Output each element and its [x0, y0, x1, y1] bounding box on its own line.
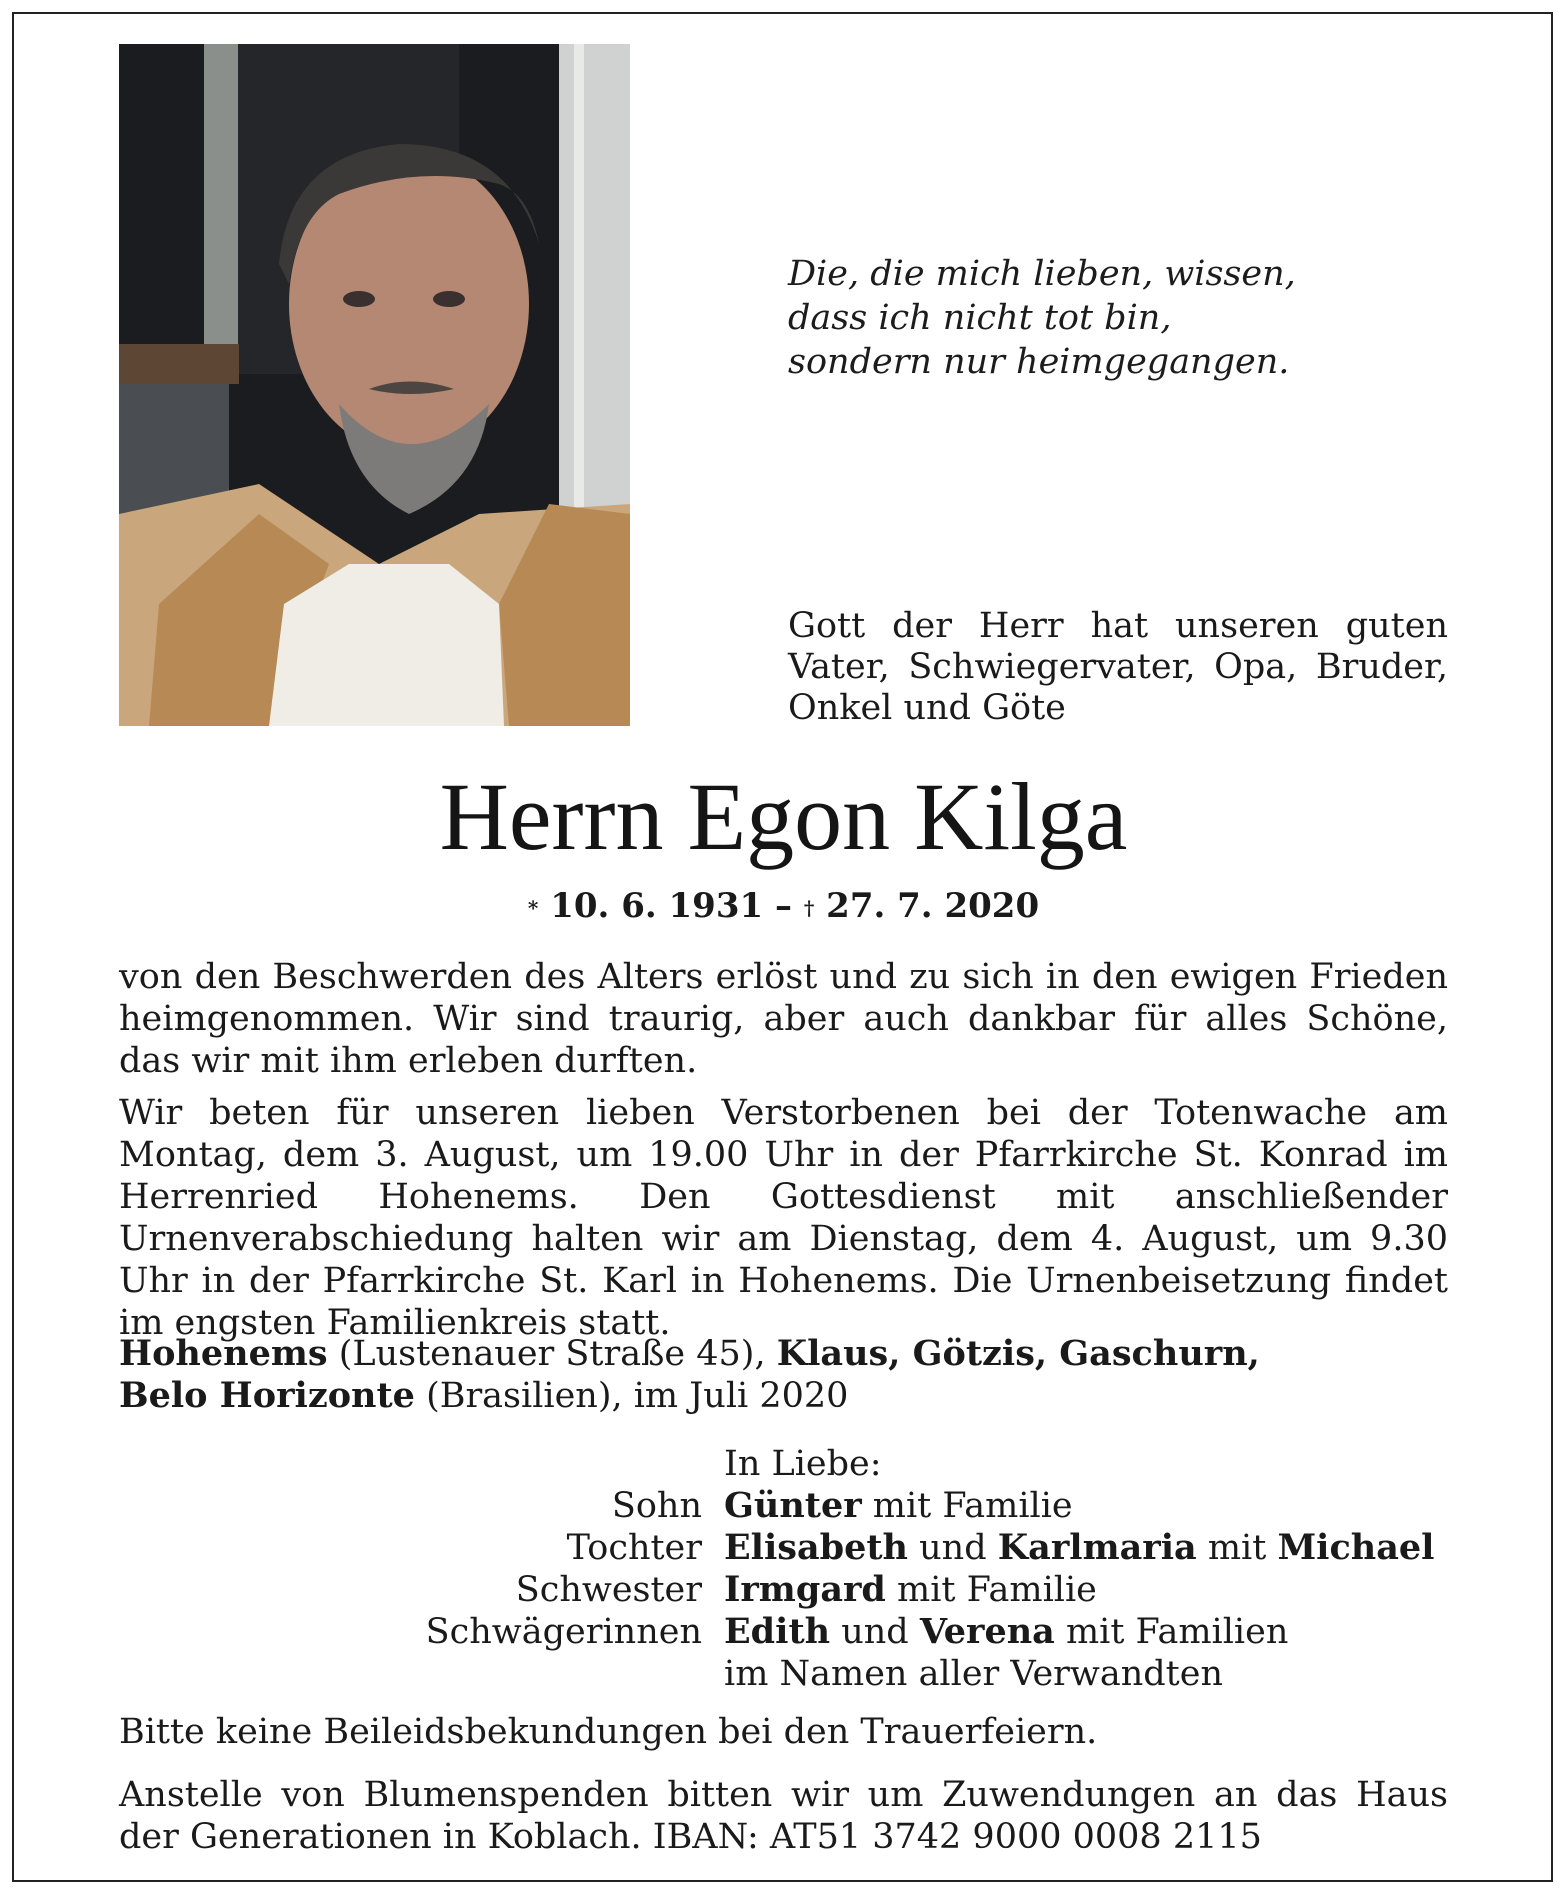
date-separator: –	[775, 886, 792, 926]
quote	[788, 252, 1296, 384]
quote-line: Die, die mich lieben, wissen,	[788, 254, 1296, 294]
birth-symbol: *	[527, 896, 539, 920]
family-role: Schwägerinnen	[425, 1612, 702, 1652]
family-member-name: Günter	[724, 1485, 862, 1526]
place-town: Hohenems	[119, 1333, 328, 1374]
family-members	[724, 1611, 1288, 1653]
family-members	[724, 1527, 1434, 1569]
deceased-name: Herrn Egon Kilga	[439, 763, 1128, 870]
quote-line: dass ich nicht tot bin,	[788, 298, 1172, 338]
family-role: Sohn	[611, 1486, 702, 1526]
family-row	[119, 1611, 1448, 1653]
family-role: Schwester	[515, 1570, 702, 1610]
family-closing-row	[119, 1653, 1448, 1695]
family-member-name: Michael	[1277, 1527, 1435, 1568]
place-town-abroad: Belo Horizonte	[119, 1375, 415, 1416]
death-symbol: †	[803, 896, 815, 920]
family-member-name: Verena	[919, 1611, 1055, 1652]
place-and-date	[119, 1333, 1448, 1417]
family-role: Tochter	[566, 1528, 702, 1568]
family-member-name: Edith	[724, 1611, 831, 1652]
death-date: 27. 7. 2020	[826, 886, 1040, 926]
family-member-text: mit Familie	[885, 1570, 1097, 1610]
intro-text: Gott der Herr hat unseren guten Vater, Schwiegervater, Opa, Bruder, Onkel und Göte	[788, 606, 1448, 728]
birth-date: 10. 6. 1931	[550, 886, 764, 926]
family-member-name: Elisabeth	[724, 1527, 909, 1568]
paragraph-services: Wir beten für unseren lieben Verstorbenen bei der Totenwache am Montag, dem 3. August, um 19.00 Uhr in der Pfarrkirche St. Konrad im Herrenried Hohenems. Den Gottesdienst mit anschließender Urnenverabschiedung halten wir am Dienstag, dem 4. August, um 9.30 Uhr in der Pfarrkirche St. Karl in Hohenems. Die Urnenbeisetzung findet im engsten Familienkreis statt.	[119, 1093, 1448, 1343]
family-member-text: mit	[1196, 1528, 1278, 1568]
family-heading: In Liebe:	[724, 1444, 882, 1484]
family-members	[724, 1485, 1073, 1527]
quote-line: sondern nur heimgegangen.	[788, 342, 1290, 382]
family-member-text: mit Familien	[1054, 1612, 1289, 1652]
family-member-name: Irmgard	[724, 1569, 886, 1610]
family-heading-row	[119, 1443, 1448, 1485]
family-member-text: mit Familie	[861, 1486, 1073, 1526]
family-row	[119, 1485, 1448, 1527]
family-members	[724, 1569, 1097, 1611]
place-address: (Lustenauer Straße 45),	[327, 1334, 777, 1374]
family-row	[119, 1527, 1448, 1569]
life-dates	[0, 884, 1567, 928]
donation-note: Anstelle von Blumenspenden bitten wir um Zuwendungen an das Haus der Generationen in Koblach. IBAN: AT51 3742 9000 0008 2115	[119, 1775, 1448, 1857]
family-member-name: Karlmaria	[997, 1527, 1197, 1568]
family-closing: im Namen aller Verwandten	[724, 1654, 1223, 1694]
paragraph-passing: von den Beschwerden des Alters erlöst und zu sich in den ewigen Frieden heimgenommen. Wir sind traurig, aber auch dankbar für alles Schöne, das wir mit ihm erleben durften.	[119, 957, 1448, 1081]
place-towns: Klaus, Götzis, Gaschurn,	[776, 1333, 1260, 1374]
family-list	[119, 1443, 1448, 1695]
portrait-photo	[119, 44, 630, 726]
condolence-note: Bitte keine Beileidsbekundungen bei den Trauerfeiern.	[119, 1712, 1098, 1752]
family-row	[119, 1569, 1448, 1611]
place-country-date: (Brasilien), im Juli 2020	[414, 1376, 849, 1416]
family-member-text: und	[908, 1528, 998, 1568]
family-member-text: und	[830, 1612, 920, 1652]
